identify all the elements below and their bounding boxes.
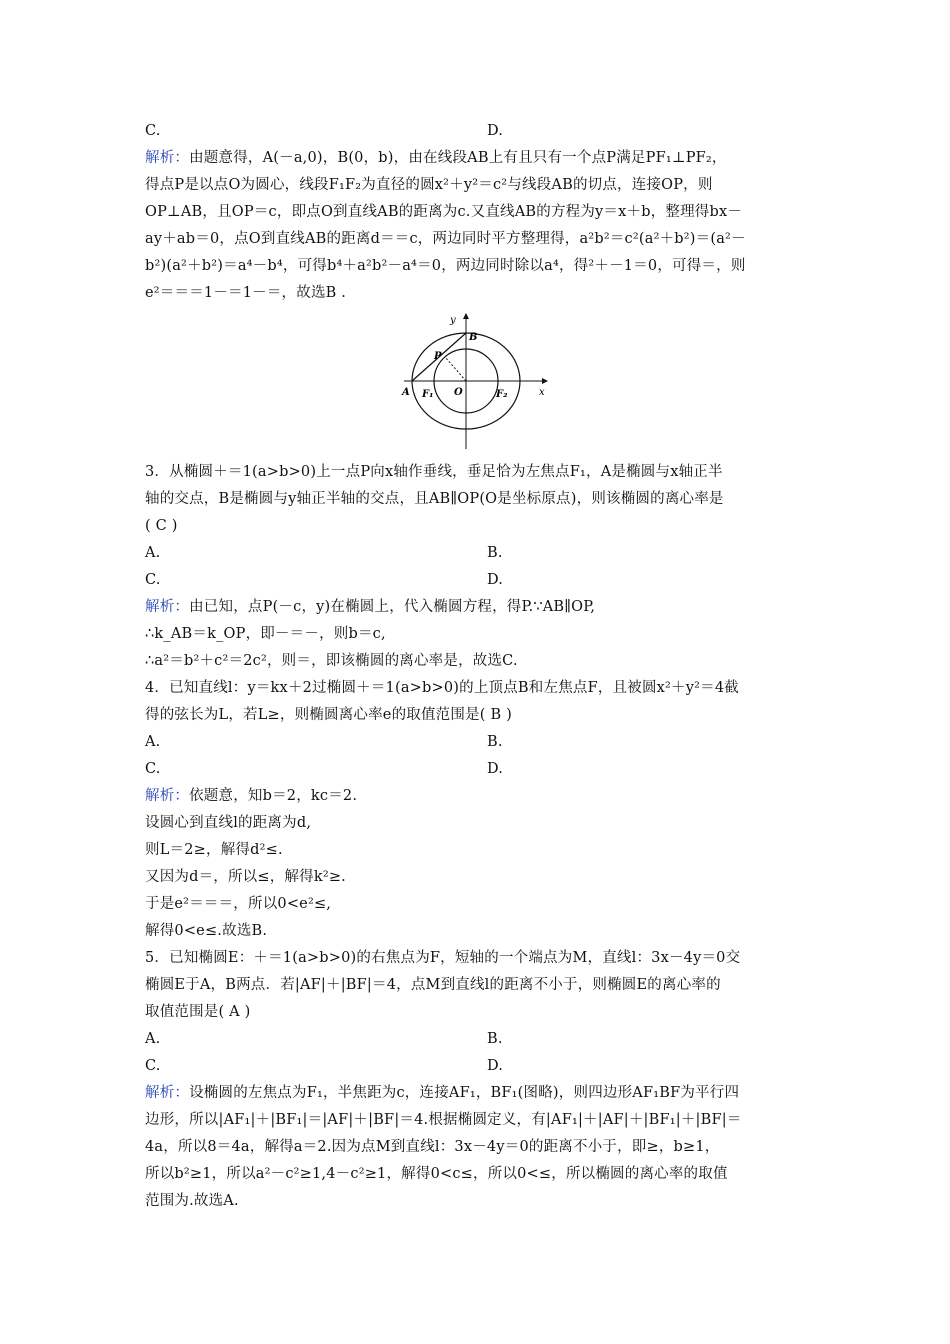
q3-options-cd (145, 567, 805, 594)
q2-analysis-line: b²)(a²＋b²)＝a⁴－b⁴，可得b⁴＋a²b²－a⁴＝0，两边同时除以a⁴，得²＋－1＝0，可得＝，则 (145, 258, 746, 274)
q4-option-b: B. (487, 734, 503, 750)
q2-analysis-line: 得点P是以点O为圆心，线段F₁F₂为直径的圆x²＋y²＝c²与线段AB的切点，连接OP，则 (145, 177, 713, 193)
label-f2: F₂ (496, 389, 508, 400)
q3-options-ab (145, 540, 805, 567)
q5-analysis-line: 4a，所以8＝4a，解得a＝2.因为点M到直线l：3x－4y＝0的距离不小于，即≥，b≥1， (145, 1139, 720, 1155)
q4-option-a: A. (145, 734, 161, 750)
q4-analysis-line (145, 783, 805, 810)
q4-options-ab (145, 729, 805, 756)
q5-analysis-line: 所以b²≥1，所以a²－c²≥1,4－c²≥1，解得0<c≤，所以0<≤，所以椭圆的离心率的取值 (145, 1166, 728, 1182)
q2-analysis-line: e²＝＝＝1－＝1－＝，故选B . (145, 285, 347, 301)
analysis-label: 解析： (145, 150, 190, 166)
ellipse-diagram (400, 311, 550, 453)
q3-option-b: B. (487, 545, 503, 561)
label-b: B (469, 332, 478, 343)
q5-stem-line: 5．已知椭圆E：＋＝1(a>b>0)的右焦点为F，短轴的一个端点为M，直线l：3x－4y＝0交 (145, 950, 741, 966)
q3-analysis-line (145, 594, 805, 621)
label-p: P (434, 351, 442, 362)
analysis-label: 解析： (145, 788, 190, 804)
q4-option-c: C. (145, 761, 161, 777)
q4-analysis-line: 则L＝2≥，解得d²≤. (145, 842, 283, 858)
q3-stem-line: 轴的交点，B是椭圆与y轴正半轴的交点，且AB∥OP(O是坐标原点)，则该椭圆的离心率是 (145, 491, 724, 507)
q4-analysis-line: 又因为d＝，所以≤，解得k²≥. (145, 869, 346, 885)
q4-option-d: D. (487, 761, 504, 777)
q5-answer-line: 取值范围是( A ) (145, 1004, 251, 1020)
q5-options-cd (145, 1053, 805, 1080)
analysis-label: 解析： (145, 1085, 190, 1101)
label-y: y (450, 315, 456, 326)
label-a: A (402, 387, 410, 398)
q3-stem-line: 3．从椭圆＋＝1(a>b>0)上一点P向x轴作垂线，垂足恰为左焦点F₁，A是椭圆与x轴正半 (145, 464, 723, 480)
q4-options-cd (145, 756, 805, 783)
document-page (145, 118, 805, 1215)
label-f1: F₁ (422, 389, 434, 400)
ellipse-figure (145, 311, 805, 453)
q4-analysis-line: 解得0<e≤.故选B. (145, 923, 268, 939)
q3-analysis-text: 由已知，点P(－c，y)在椭圆上，代入椭圆方程，得P.∵AB∥OP, (189, 599, 596, 615)
q4-stem-line: 得的弦长为L，若L≥，则椭圆离心率e的取值范围是( B ) (145, 707, 512, 723)
q5-option-c: C. (145, 1058, 161, 1074)
q2-analysis-line: ay＋ab＝0，点O到直线AB的距离d＝＝c，两边同时平方整理得，a²b²＝c²(a²＋b²)＝(a²－ (145, 231, 746, 247)
q3-option-d: D. (487, 572, 504, 588)
q2-analysis-text: 由题意得，A(－a,0)，B(0，b)，由在线段AB上有且只有一个点P满足PF₁⊥PF₂， (189, 150, 727, 166)
q4-stem-line: 4．已知直线l：y＝kx＋2过椭圆＋＝1(a>b>0)的上顶点B和左焦点F，且被圆x²＋y²＝4截 (145, 680, 739, 696)
q5-analysis-line: 边形，所以|AF₁|＋|BF₁|＝|AF|＋|BF|＝4.根据椭圆定义，有|AF₁|＋|AF|＋|BF₁|＋|BF|＝ (145, 1112, 742, 1128)
q5-stem-line: 椭圆E于A，B两点．若|AF|＋|BF|＝4，点M到直线l的距离不小于，则椭圆E的离心率的 (145, 977, 721, 993)
q3-answer-line: ( C ) (145, 518, 178, 534)
label-o: O (454, 387, 463, 398)
q5-option-a: A. (145, 1031, 161, 1047)
q3-analysis-line: ∴a²＝b²＋c²＝2c²，则＝，即该椭圆的离心率是，故选C. (145, 653, 518, 669)
q5-option-d: D. (487, 1058, 504, 1074)
q3-option-c: C. (145, 572, 161, 588)
analysis-label: 解析： (145, 599, 190, 615)
label-x: x (539, 387, 545, 398)
x-axis-arrow (542, 378, 548, 384)
segment-op (445, 357, 466, 381)
q4-analysis-line: 于是e²＝＝＝，所以0<e²≤, (145, 896, 332, 912)
q2-analysis-line (145, 145, 805, 172)
q4-analysis-text: 依题意，知b＝2，kc＝2. (189, 788, 358, 804)
q5-options-ab (145, 1026, 805, 1053)
q5-analysis-text: 设椭圆的左焦点为F₁，半焦距为c，连接AF₁，BF₁(图略)，则四边形AF₁BF为平行四 (189, 1085, 740, 1101)
q3-option-a: A. (145, 545, 161, 561)
y-axis-arrow (463, 313, 469, 319)
q2-option-d: D. (487, 123, 504, 139)
q2-analysis-line: OP⊥AB，且OP＝c，即点O到直线AB的距离为c.又直线AB的方程为y＝x＋b，整理得bx－ (145, 204, 743, 220)
q5-analysis-line: 范围为.故选A. (145, 1193, 239, 1209)
q5-analysis-line (145, 1080, 805, 1107)
q2-option-c: C. (145, 123, 161, 139)
q2-options-cd (145, 118, 805, 145)
q5-option-b: B. (487, 1031, 503, 1047)
q4-analysis-line: 设圆心到直线l的距离为d, (145, 815, 312, 831)
q3-analysis-line: ∴k_AB＝k_OP，即－＝－，则b＝c, (145, 626, 386, 642)
